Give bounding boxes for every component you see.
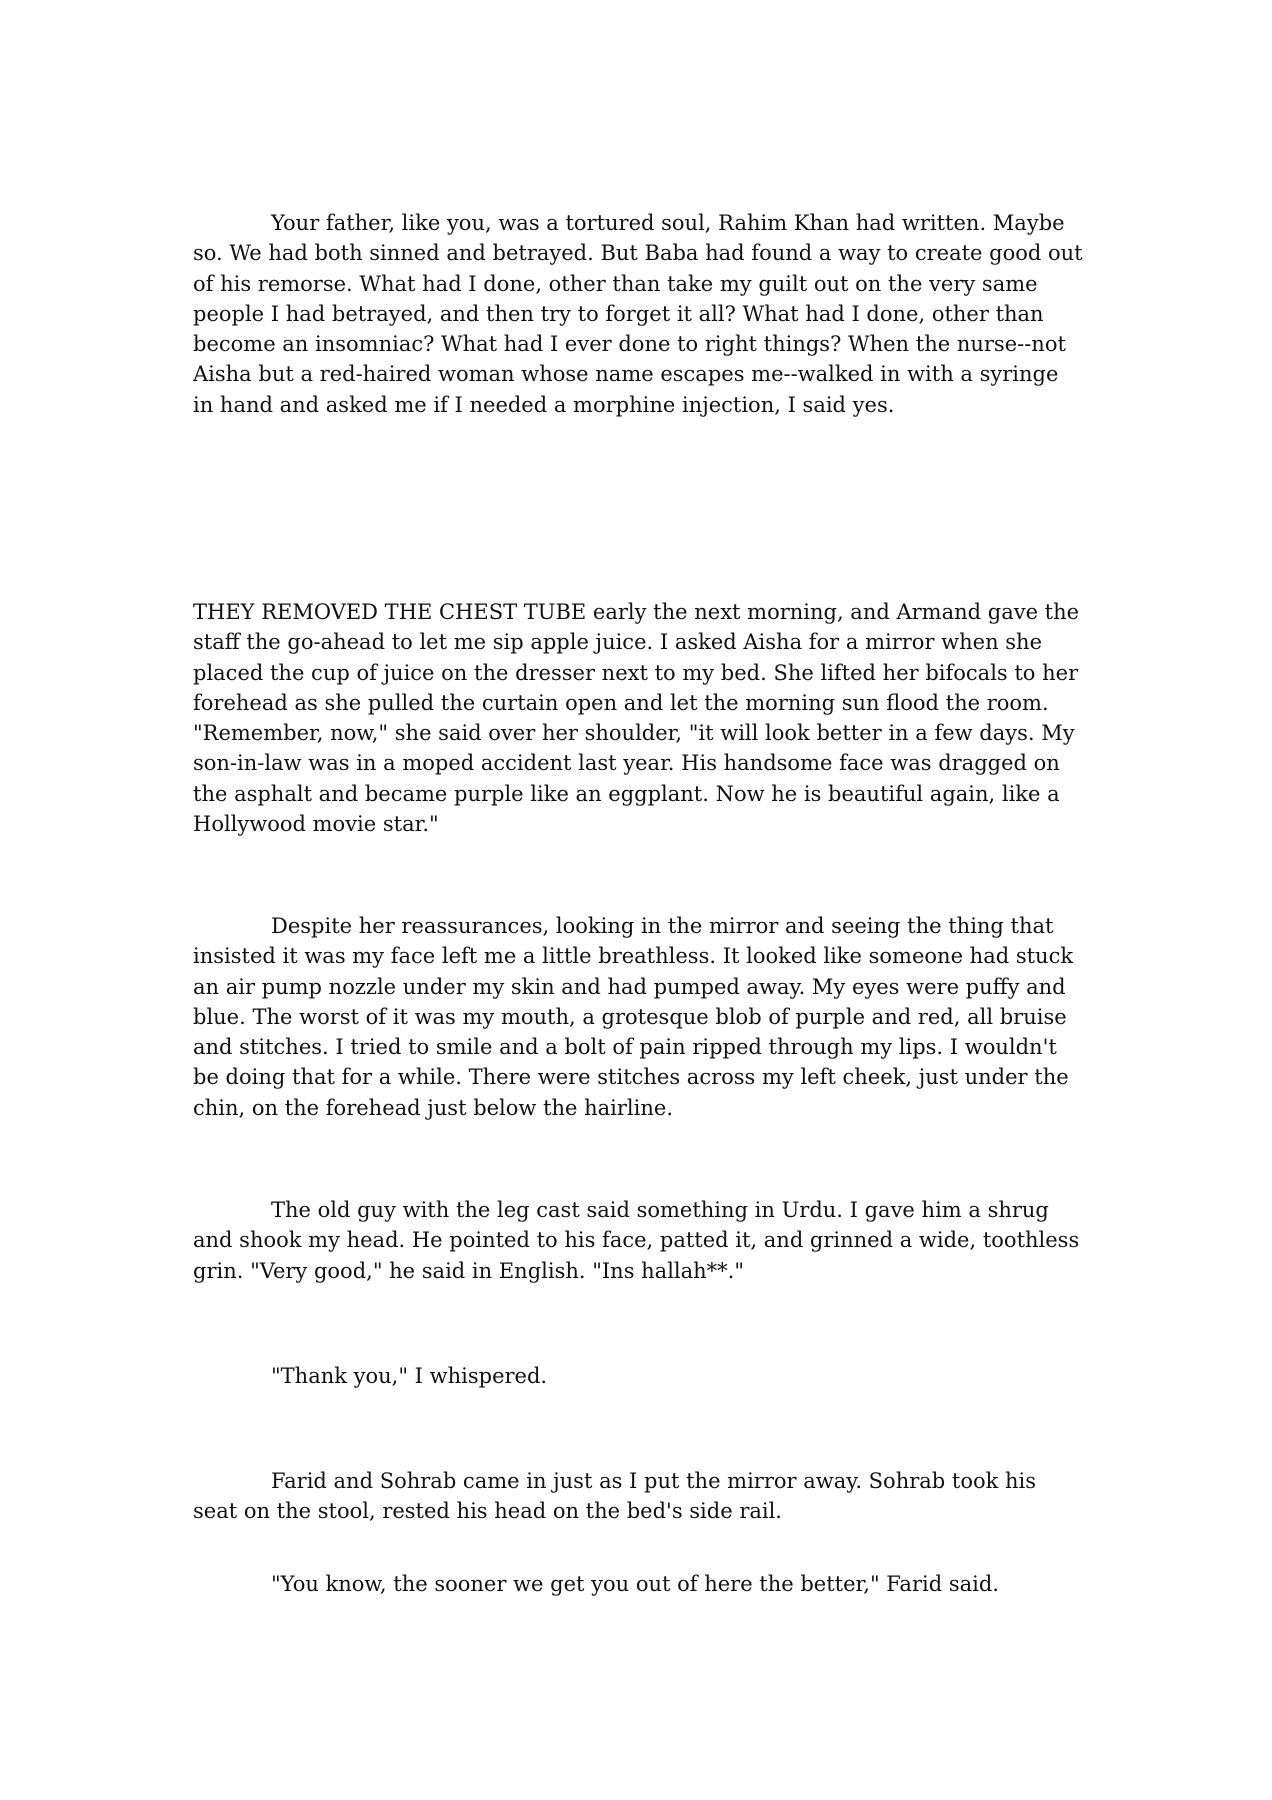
paragraph-thank-you: "Thank you," I whispered.: [271, 1364, 548, 1388]
paragraph-old-guy: The old guy with the leg cast said something in Urdu. I gave him a shrug and shook my head. He pointed to his face, patted it, and grinned a wide, toothless grin. "Very good," he said in English. "Ins hallah**.": [193, 1198, 1080, 1283]
paragraph-farid-said: "You know, the sooner we get you out of here the better," Farid said.: [271, 1572, 999, 1596]
paragraph-mirror: Despite her reassurances, looking in the mirror and seeing the thing that insisted it was my face left me a little breathless. It looked like someone had stuck an air pump nozzle under my skin and had pumped away. My eyes were puffy and blue. The worst of it was my mouth, a grotesque blob of purple and red, all bruise and stitches. I tried to smile and a bolt of pain ripped through my lips. I wouldn't be doing that for a while. There were stitches across my left cheek, just under the chin, on the forehead just below the hairline.: [193, 914, 1074, 1120]
paragraph-farid-sohrab: Farid and Sohrab came in just as I put the mirror away. Sohrab took his seat on the stool, rested his head on the bed's side rail.: [193, 1469, 1037, 1524]
paragraph-chest-tube: THEY REMOVED THE CHEST TUBE early the next morning, and Armand gave the staff the go-ahead to let me sip apple juice. I asked Aisha for a mirror when she placed the cup of juice on the dresser next to my bed. She lifted her bifocals to her forehead as she pulled the curtain open and let the morning sun flood the room. "Remember, now," she said over her shoulder, "it will look better in a few days. My son-in-law was in a moped accident last year. His handsome face was dragged on the asphalt and became purple like an eggplant. Now he is beautiful again, like a Hollywood movie star.": [193, 600, 1080, 837]
paragraph-tortured-soul: Your father, like you, was a tortured soul, Rahim Khan had written. Maybe so. We had both sinned and betrayed. But Baba had found a way to create good out of his remorse. What had I done, other than take my guilt out on the very same people I had betrayed, and then try to forget it all? What had I done, other than become an insomniac? What had I ever done to right things? When the nurse--not Aisha but a red-haired woman whose name escapes me--walked in with a syringe in hand and asked me if I needed a morphine injection, I said yes.: [193, 211, 1083, 417]
